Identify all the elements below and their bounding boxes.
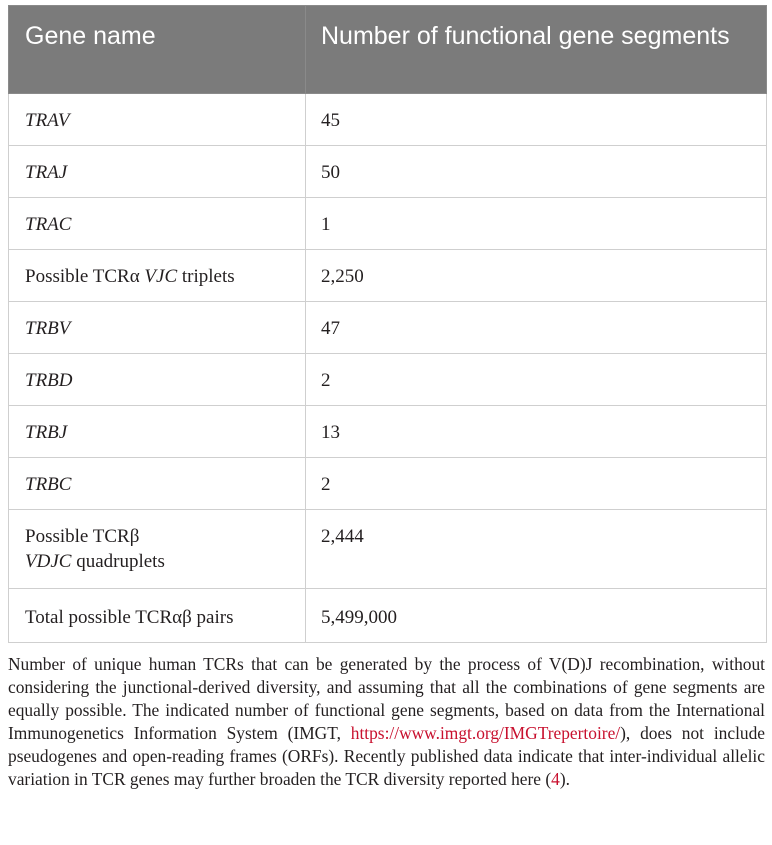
gene-cell: TRAJ [9,146,306,198]
gene-cell: TRBD [9,354,306,406]
gene-italic: VJC [144,266,178,287]
table-row [9,510,767,589]
gene-suffix: triplets [181,266,235,287]
value-cell: 45 [306,94,767,146]
header-number-of-segments: Number of functional gene segments [306,6,767,94]
table-row [9,458,767,510]
value-cell: 2,444 [306,510,767,589]
gene-cell: TRBV [9,302,306,354]
gene-prefix: Possible TCRα [25,266,140,287]
gene-prefix: Possible TCRβ [25,526,140,547]
caption-text: Number of unique human TCRs that can be generated by the process of V(D)J recombination, without considering the junctional-derived diversity, and assuming that all the combinations of gene segments are equally possible. The indicated number of functional gene segments, based on data from the International Immunogenetics Information System (IMGT, [8,654,765,743]
imgt-link[interactable]: https://www.imgt.org/IMGTrepertoire/ [350,723,621,743]
value-cell: 2 [306,458,767,510]
value-cell: 13 [306,406,767,458]
gene-cell [9,510,306,589]
value-cell: 50 [306,146,767,198]
value-cell: 2,250 [306,250,767,302]
table-row [9,354,767,406]
table-caption [8,653,765,791]
gene-cell: TRBJ [9,406,306,458]
table-row [9,589,767,643]
gene-italic: VDJC [25,551,72,572]
table-row [9,250,767,302]
table-row [9,406,767,458]
gene-cell: Total possible TCRαβ pairs [9,589,306,643]
value-cell: 5,499,000 [306,589,767,643]
gene-cell: TRAC [9,198,306,250]
value-cell: 1 [306,198,767,250]
value-cell: 47 [306,302,767,354]
table-row [9,302,767,354]
table-row [9,198,767,250]
gene-cell: TRAV [9,94,306,146]
gene-cell [9,250,306,302]
table-row [9,94,767,146]
reference-link[interactable]: 4 [551,769,560,789]
gene-suffix: quadruplets [76,551,165,572]
gene-cell: TRBC [9,458,306,510]
table-header-row [9,6,767,94]
caption-text-end: ). [559,769,570,789]
table-row [9,146,767,198]
header-gene-name: Gene name [9,6,306,94]
value-cell: 2 [306,354,767,406]
gene-segments-table [8,5,767,643]
caption-text-continued: ), does not include pseudogenes and open-reading frames (ORFs). Recently published data indicate that inter-individual allelic variation in TCR genes may further broaden the TCR diversity reported here ( [8,723,766,789]
